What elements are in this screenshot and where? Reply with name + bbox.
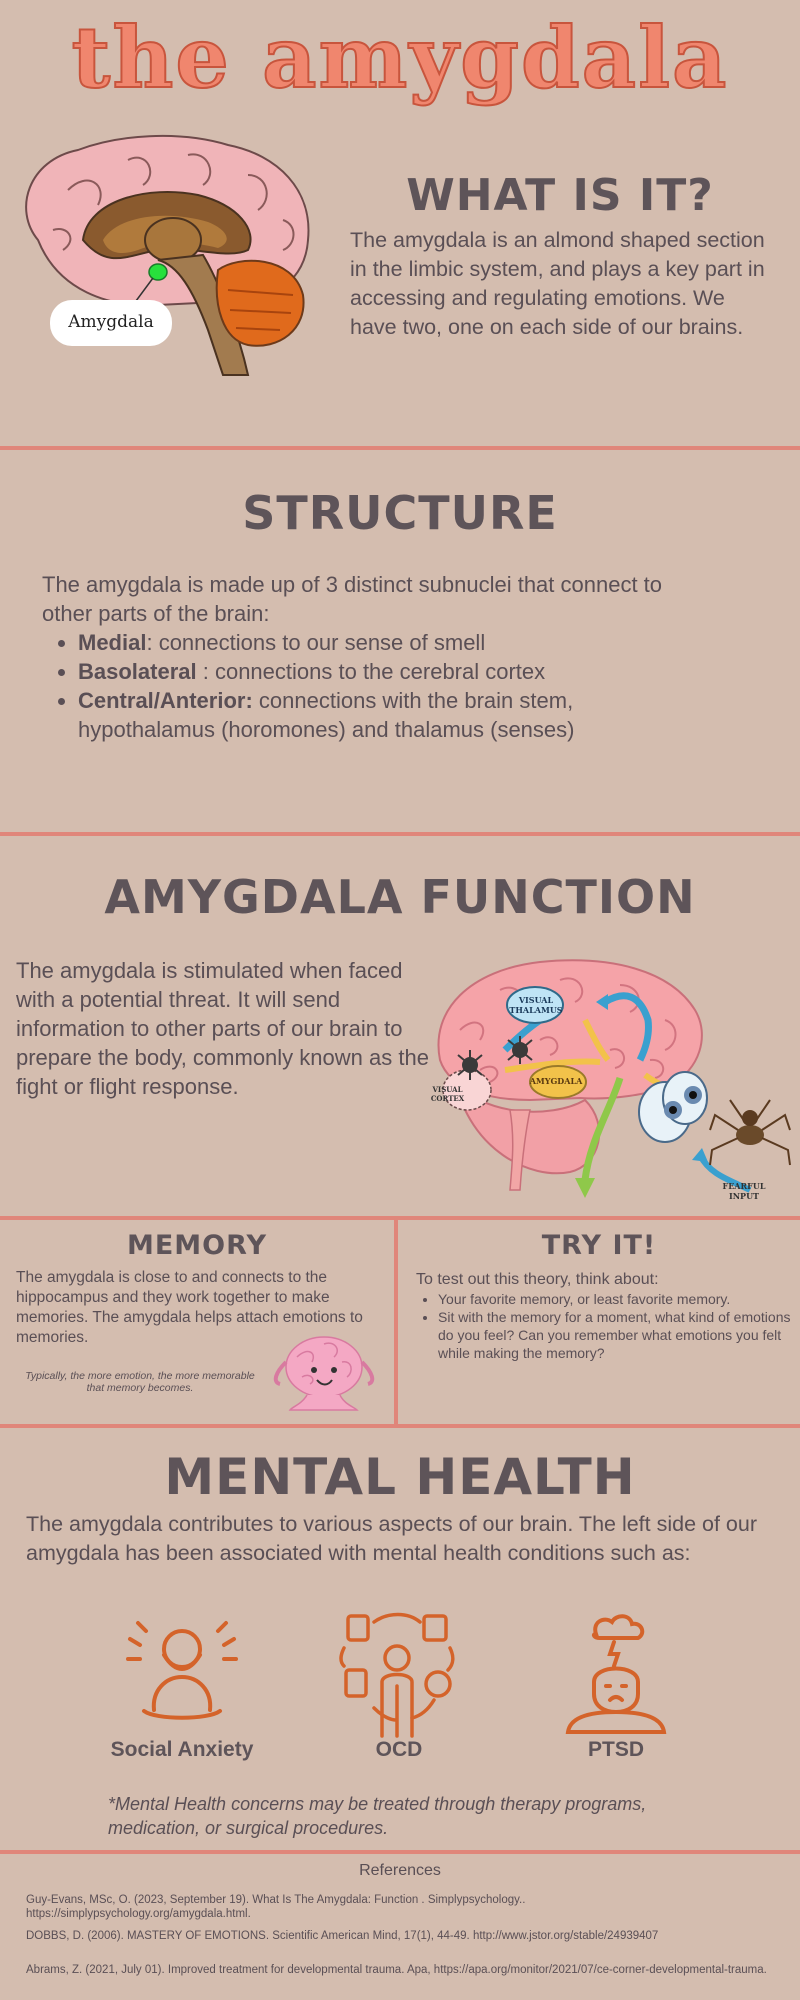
structure-content bbox=[42, 570, 702, 744]
section-divider bbox=[0, 446, 800, 450]
mental-health-text: The amygdala contributes to various aspects of our brain. The left side of our amygdala has been associated with mental health conditions such as: bbox=[26, 1512, 757, 1565]
fearful-input-label: FEARFUL INPUT bbox=[722, 1181, 766, 1201]
section-divider bbox=[0, 1850, 800, 1854]
memory-note: Typically, the more emotion, the more memorable that memory becomes. bbox=[25, 1370, 255, 1394]
what-is-it-heading: WHAT IS IT? bbox=[406, 170, 714, 221]
structure-intro: The amygdala is made up of 3 distinct subnuclei that connect to other parts of the brain: bbox=[42, 572, 663, 626]
page-title: the amygdala bbox=[71, 8, 729, 107]
ptsd-icon bbox=[560, 1612, 672, 1734]
section-divider bbox=[0, 832, 800, 836]
references-heading: References bbox=[359, 1862, 441, 1879]
list-item: • Medial: connections to our sense of smell bbox=[78, 628, 702, 657]
section-divider bbox=[0, 1424, 800, 1428]
list-item: • Your favorite memory, or least favorite memory. bbox=[438, 1290, 798, 1308]
anxiety-icon bbox=[126, 1615, 238, 1727]
condition-label: OCD bbox=[375, 1738, 423, 1761]
fear-pathway-diagram bbox=[410, 950, 795, 1215]
list-item: • Central/Anterior: connections with the brain stem, hypothalamus (horomones) and thalamus (senses) bbox=[78, 686, 702, 744]
reference-item: Abrams, Z. (2021, July 01). Improved treatment for developmental trauma. Apa, https://apa.org/monitor/2021/07/ce-corner-developmental-trauma. bbox=[26, 1964, 767, 1976]
condition-label: Social Anxiety bbox=[110, 1738, 254, 1761]
function-heading: AMYGDALA FUNCTION bbox=[104, 870, 696, 924]
amygdala-diagram-label: AMYGDALA bbox=[529, 1076, 583, 1086]
visual-thalamus-label: VISUAL THALAMUS bbox=[509, 995, 563, 1015]
subnuclei-list bbox=[42, 628, 702, 744]
mental-health-heading: MENTAL HEALTH bbox=[164, 1448, 636, 1506]
what-is-it-text: The amygdala is an almond shaped section in the limbic system, and plays a key part in accessing and regulating emotions. We have two, one on each side of our brains. bbox=[350, 228, 765, 339]
visual-cortex-label: VISUAL CORTEX bbox=[430, 1085, 465, 1103]
try-it-heading: TRY IT! bbox=[541, 1230, 657, 1261]
happy-brain-icon bbox=[262, 1332, 387, 1412]
try-it-list bbox=[412, 1290, 798, 1362]
list-item: • Basolateral : connections to the cerebral cortex bbox=[78, 657, 702, 686]
list-item: • Sit with the memory for a moment, what kind of emotions do you feel? Can you remember what emotions you felt while making the memory? bbox=[438, 1308, 798, 1362]
treatment-note: *Mental Health concerns may be treated through therapy programs, medication, or surgical procedures. bbox=[108, 1794, 647, 1838]
try-it-intro: To test out this theory, think about: bbox=[416, 1271, 659, 1288]
memory-text: The amygdala is close to and connects to the hippocampus and they work together to make memories. The amygdala helps attach emotions to memories. bbox=[16, 1269, 363, 1346]
brain-sagittal-illustration bbox=[8, 130, 318, 380]
reference-item: Guy-Evans, MSc, O. (2023, September 19). What Is The Amygdala: Function . Simplypsychology.. https://simplypsychology.org/amygdala.html. bbox=[26, 1894, 526, 1920]
condition-label: PTSD bbox=[587, 1738, 644, 1761]
function-text: The amygdala is stimulated when faced with a potential threat. It will send information to other parts of our brain to prepare the body, commonly known as the fight or flight response. bbox=[16, 958, 429, 1099]
ocd-icon bbox=[338, 1608, 456, 1738]
amygdala-callout-label: Amygdala bbox=[68, 312, 154, 332]
structure-heading: STRUCTURE bbox=[242, 486, 558, 540]
section-divider bbox=[0, 1216, 800, 1220]
reference-item: DOBBS, D. (2006). MASTERY OF EMOTIONS. Scientific American Mind, 17(1), 44-49. http://www.jstor.org/stable/24939407 bbox=[26, 1930, 659, 1942]
memory-heading: MEMORY bbox=[127, 1230, 267, 1261]
